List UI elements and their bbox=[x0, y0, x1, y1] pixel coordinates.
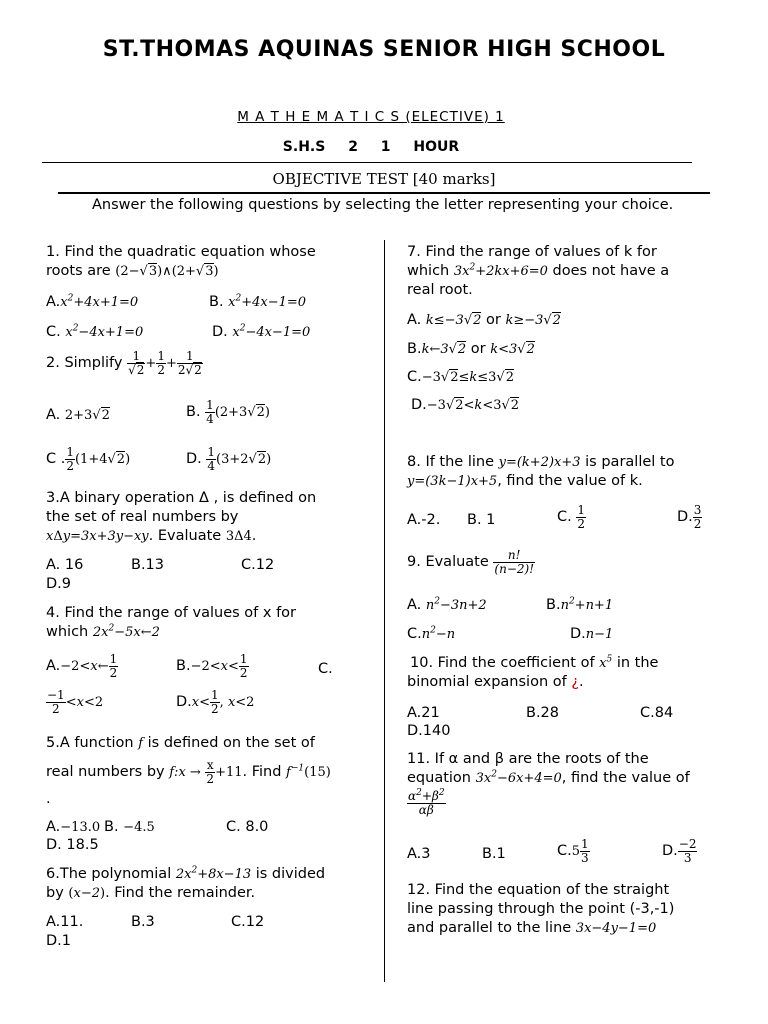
question-12-text-3: and parallel to the line 3x−4y−1=0 bbox=[407, 920, 657, 936]
q2-option-b: B. $\frac{1}{4}$ (2+3√2) bbox=[186, 398, 270, 426]
question-10-text: 10. Find the coefficient of $x^5$ in the bbox=[410, 654, 659, 671]
q4-option-b: B.−2<x< $\frac{1}{2}$ bbox=[176, 652, 248, 680]
question-12-text: 12. Find the equation of the straight bbox=[407, 882, 670, 898]
q6-option-d: D.1 bbox=[46, 933, 71, 949]
question-7-text: 7. Find the range of values of k for bbox=[407, 244, 657, 260]
q2-option-a: A. 2+3√2 bbox=[46, 407, 110, 423]
section-title: OBJECTIVE TEST [40 marks] bbox=[272, 170, 496, 188]
question-6 bbox=[46, 865, 381, 903]
question-1 bbox=[46, 243, 371, 281]
question-12 bbox=[407, 881, 737, 938]
q5-option-b: B. −4.5 bbox=[104, 819, 155, 835]
q4-option-d: D.x< $\frac{1}{2}$ , x<2 bbox=[176, 688, 255, 716]
question-8 bbox=[407, 453, 727, 491]
question-9-text: 9. Evaluate bbox=[407, 554, 489, 570]
question-9: 9. Evaluate $\frac{n!}{(n-2)!}$ bbox=[407, 548, 535, 576]
q6-option-b: B.3 bbox=[131, 914, 155, 930]
q8-option-c: C. $\frac{1}{2}$ bbox=[557, 503, 585, 531]
q5-option-d: D. 18.5 bbox=[46, 837, 99, 853]
question-11-text-2: equation $3x^2-6x+4=0$, find the value of bbox=[407, 769, 690, 786]
q8-option-d: D. $\frac{3}{2}$ bbox=[677, 503, 702, 531]
question-2-text: 2. Simplify bbox=[46, 355, 123, 371]
question-6-text: 6.The polynomial $2x^2+8x-13$ is divided bbox=[46, 865, 326, 882]
question-3-text-3: xΔy=3x+3y−xy. Evaluate 3Δ4. bbox=[46, 528, 257, 544]
question-8-text-2: y=(3k−1)x+5, find the value of k. bbox=[407, 473, 643, 489]
question-5-text-2: real numbers by f:x → $\frac{x}{2}$ +11. Find $f^{-1}(15)$ bbox=[46, 758, 331, 786]
question-10 bbox=[407, 654, 730, 692]
q5-option-a: A.−13.0 bbox=[46, 819, 101, 835]
q4-option-c-label: C. bbox=[318, 661, 333, 677]
column-divider bbox=[384, 240, 385, 982]
instructions: Answer the following questions by selecting the letter representing your choice. bbox=[92, 197, 674, 213]
q1-option-b: B. $x^2+4x-1=0$ bbox=[209, 293, 307, 310]
question-5-text: 5.A function f is defined on the set of bbox=[46, 735, 315, 751]
q1-option-c: C. $x^2-4x+1=0$ bbox=[46, 323, 144, 340]
q8-option-a: A.-2. bbox=[407, 512, 441, 528]
question-8-text: 8. If the line y=(k+2)x+3 is parallel to bbox=[407, 454, 675, 470]
question-11-text: 11. If α and β are the roots of the bbox=[407, 751, 649, 767]
question-3 bbox=[46, 489, 371, 546]
question-2: 2. Simplify $\frac{1}{√2}$ + $\frac{1}{2}$ + $\frac{1}{2√2}$ bbox=[46, 349, 202, 377]
question-5-period: . bbox=[46, 791, 51, 807]
q11-option-c: C.5 $\frac{1}{3}$ bbox=[557, 837, 589, 865]
question-6-text-2: by (x−2). Find the remainder. bbox=[46, 885, 256, 901]
q11-option-b: B.1 bbox=[482, 846, 506, 862]
q6-option-a: A.11. bbox=[46, 914, 84, 930]
q4-option-a: A.−2<x← $\frac{1}{2}$ bbox=[46, 652, 118, 680]
question-1-text-2: roots are (2−√3)∧(2+√3) bbox=[46, 263, 219, 279]
question-11 bbox=[407, 750, 737, 817]
question-7 bbox=[407, 243, 727, 300]
question-3-text-2: the set of real numbers by bbox=[46, 509, 239, 525]
q3-option-d: D.9 bbox=[46, 576, 71, 592]
section-rule bbox=[58, 192, 710, 194]
q5-option-c: C. 8.0 bbox=[226, 819, 269, 835]
q9-option-c: $C.n^2-n$ bbox=[407, 625, 456, 642]
q4-option-c: $\frac{-1}{2}$ <x<2 bbox=[47, 688, 104, 716]
q10-option-c: C.84 bbox=[640, 705, 674, 721]
q3-option-b: B.13 bbox=[131, 557, 165, 573]
q10-option-a: A.21 bbox=[407, 705, 440, 721]
question-1-text: 1. Find the quadratic equation whose bbox=[46, 244, 316, 260]
q7-option-b: B.k←3√2 or k<3√2 bbox=[407, 341, 535, 357]
question-4-text: 4. Find the range of values of x for bbox=[46, 605, 297, 621]
q9-option-a: A. $n^2-3n+2$ bbox=[407, 596, 487, 613]
question-7-text-2: which $3x^2+2kx+6=0$ does not have a bbox=[407, 262, 670, 279]
q9-option-b: $B.n^2+n+1$ bbox=[546, 596, 614, 613]
class-duration: S.H.S 2 1 HOUR bbox=[282, 139, 460, 155]
question-12-text-2: line passing through the point (-3,-1) bbox=[407, 901, 675, 917]
header-rule bbox=[42, 162, 692, 163]
q1-option-d: D. $x^2-4x-1=0$ bbox=[212, 323, 311, 340]
question-5 bbox=[46, 734, 376, 809]
q3-option-c: C.12 bbox=[241, 557, 275, 573]
q9-option-d: D.n−1 bbox=[570, 626, 614, 642]
q3-option-a: A. 16 bbox=[46, 557, 84, 573]
q10-option-d: D.140 bbox=[407, 723, 451, 739]
q6-option-c: C.12 bbox=[231, 914, 265, 930]
q7-option-c: C.−3√2≤k≤3√2 bbox=[407, 369, 514, 385]
q7-option-a: A. k≤−3√2 or k≥−3√2 bbox=[407, 312, 561, 328]
question-3-text: 3.A binary operation Δ , is defined on bbox=[46, 490, 317, 506]
q11-option-d: D. $\frac{-2}{3}$ bbox=[662, 837, 697, 865]
question-7-text-3: real root. bbox=[407, 282, 473, 298]
q7-option-d: D.−3√2<k<3√2 bbox=[411, 397, 520, 413]
q11-option-a: A.3 bbox=[407, 846, 431, 862]
school-name: ST.THOMAS AQUINAS SENIOR HIGH SCHOOL bbox=[102, 37, 666, 62]
q10-option-b: B.28 bbox=[526, 705, 560, 721]
question-10-text-2: binomial expansion of ¿. bbox=[407, 674, 584, 690]
q8-option-b: B. 1 bbox=[467, 512, 496, 528]
q2-option-d: D. $\frac{1}{4}$ (3+2√2) bbox=[186, 445, 272, 473]
question-4-text-2: which $2x^2-5x\leftarrow 2$ bbox=[46, 623, 160, 640]
question-4 bbox=[46, 604, 371, 642]
question-11-expression: $\frac{\alpha^2+\beta^2}{\alpha\beta}$ bbox=[408, 788, 445, 817]
subject-title: M A T H E M A T I C S (ELECTIVE) 1 bbox=[237, 109, 505, 125]
q2-option-c: C . $\frac{1}{2}$ (1+4√2) bbox=[46, 445, 131, 473]
q1-option-a: $A.x^2+4x+1=0$ bbox=[46, 293, 139, 310]
